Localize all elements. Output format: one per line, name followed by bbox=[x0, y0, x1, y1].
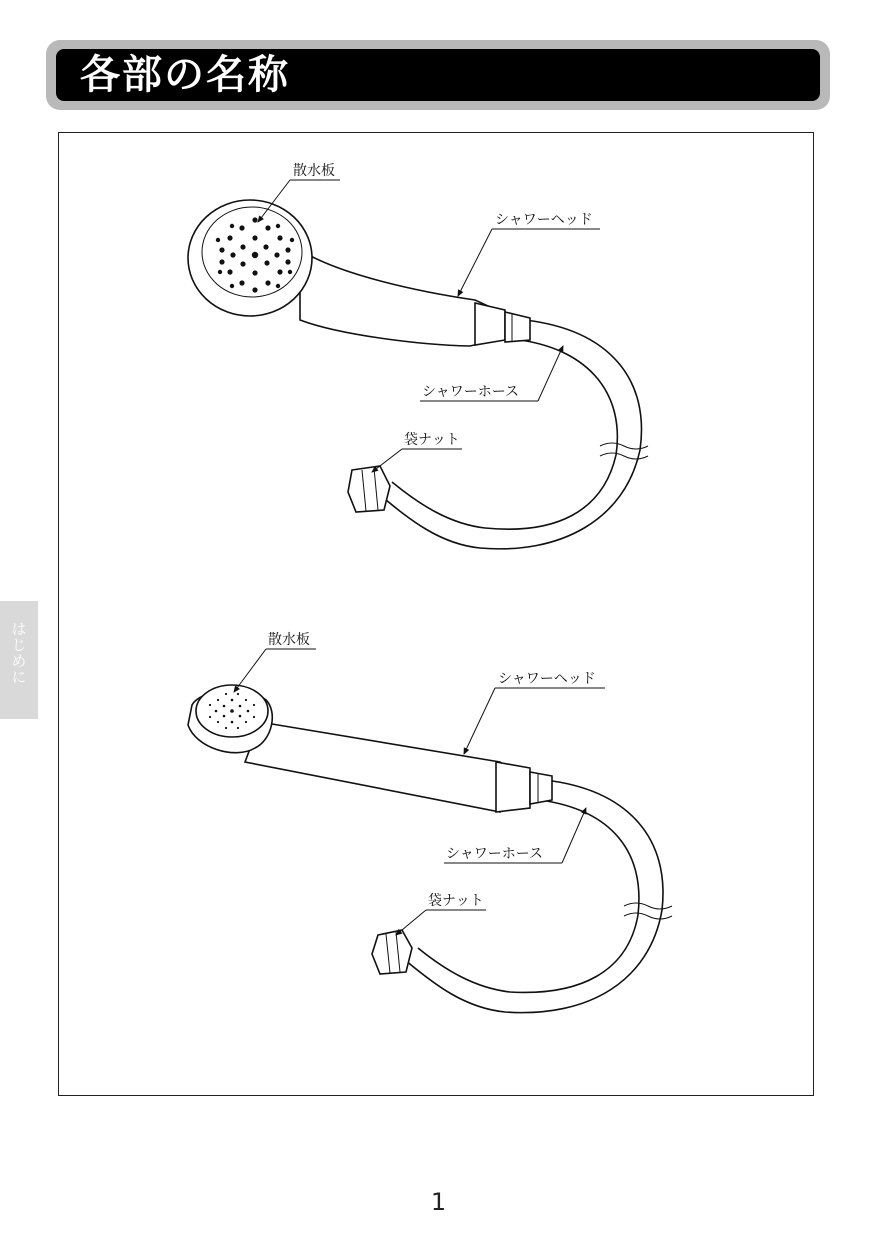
page-number: 1 bbox=[430, 1188, 447, 1216]
shower-hose-label: シャワーホース bbox=[422, 384, 520, 400]
shower-head-label: シャワーヘッド bbox=[495, 212, 593, 228]
cap-nut-label: 袋ナット bbox=[428, 893, 484, 909]
spray-plate-label: 散水板 bbox=[268, 632, 310, 648]
shower-head-label: シャワーヘッド bbox=[498, 671, 596, 687]
section-tab-label: はじめに bbox=[9, 621, 28, 685]
page-title: 各部の名称 bbox=[80, 52, 290, 98]
shower-hose-label: シャワーホース bbox=[446, 846, 544, 862]
shower-figure-1 bbox=[188, 162, 648, 549]
cap-nut-label: 袋ナット bbox=[404, 432, 460, 448]
spray-plate-label: 散水板 bbox=[293, 163, 335, 179]
shower-figure-2 bbox=[188, 631, 672, 1013]
